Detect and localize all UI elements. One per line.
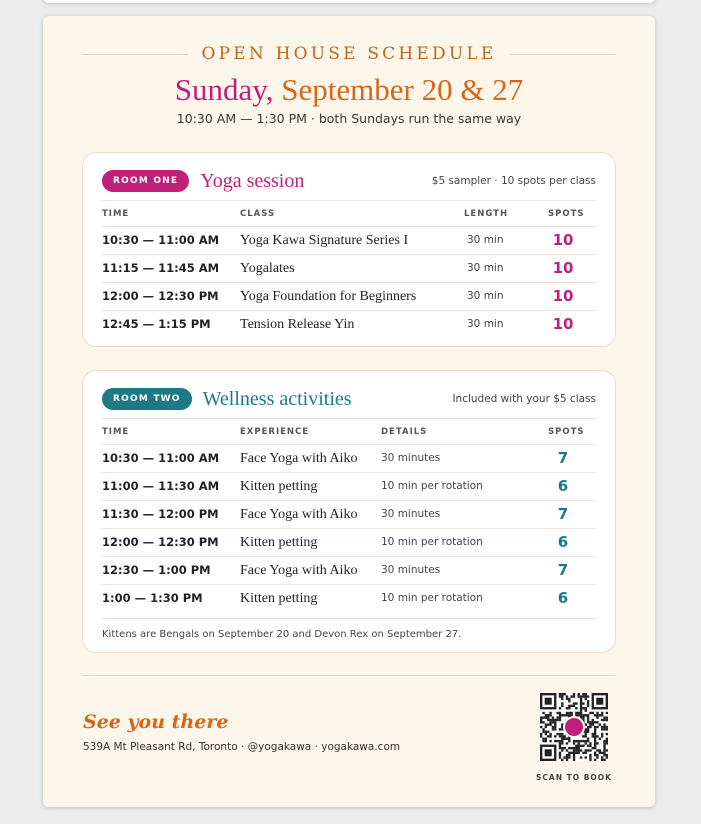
row-class: Yogalates <box>240 261 295 276</box>
see-you-there: See you there <box>83 711 229 733</box>
row-details: 10 min per rotation <box>381 480 483 492</box>
table-row <box>102 445 596 473</box>
row-experience: Face Yoga with Aiko <box>240 451 358 466</box>
row-details: 30 minutes <box>381 452 441 464</box>
eyebrow-rule-right <box>510 54 616 55</box>
row-spots: 10 <box>552 287 574 305</box>
row-experience: Face Yoga with Aiko <box>240 507 358 522</box>
row-spots: 6 <box>557 477 569 495</box>
row-spots: 6 <box>557 533 569 551</box>
row-spots: 7 <box>557 561 569 579</box>
row-class: Yoga Foundation for Beginners <box>240 289 417 304</box>
table-row <box>102 311 596 339</box>
row-spots: 10 <box>552 259 574 277</box>
footer-divider <box>82 675 616 676</box>
headline <box>43 70 655 110</box>
row-experience: Face Yoga with Aiko <box>240 563 358 578</box>
column-header-time: TIME <box>102 209 130 219</box>
headline-day: Sunday, <box>174 72 274 107</box>
table-row <box>102 585 596 613</box>
table-header <box>102 418 596 445</box>
eyebrow-row <box>82 44 616 64</box>
column-header-class: CLASS <box>240 209 276 219</box>
column-header-time: TIME <box>102 427 130 437</box>
room-one-header <box>102 167 596 195</box>
previous-page-edge <box>43 0 655 3</box>
row-class: Yoga Kawa Signature Series I <box>240 233 409 248</box>
row-time: 10:30 — 11:00 AM <box>102 233 220 247</box>
table-row <box>102 501 596 529</box>
row-length: 30 min <box>467 234 504 246</box>
row-length: 30 min <box>467 290 504 302</box>
column-header-length: LENGTH <box>464 209 509 219</box>
row-time: 10:30 — 11:00 AM <box>102 451 220 465</box>
qr-code-icon[interactable] <box>540 693 608 761</box>
room-one-badge: ROOM ONE <box>102 170 189 192</box>
column-header-details: DETAILS <box>381 427 428 437</box>
row-time: 12:30 — 1:00 PM <box>102 563 211 577</box>
row-time: 11:00 — 11:30 AM <box>102 479 220 493</box>
eyebrow-title: OPEN HOUSE SCHEDULE <box>201 44 497 64</box>
time-subline: 10:30 AM — 1:30 PM · both Sundays run the same way <box>176 111 522 126</box>
table-header <box>102 200 596 227</box>
table-row <box>102 283 596 311</box>
qr-code-graphic <box>540 693 608 761</box>
room-two-note: Included with your $5 class <box>452 393 596 405</box>
row-time: 12:00 — 12:30 PM <box>102 535 219 549</box>
table-row <box>102 529 596 557</box>
contact-address: 539A Mt Pleasant Rd, Toronto · @yogakawa · yogakawa.com <box>83 741 401 753</box>
row-spots: 10 <box>552 231 574 249</box>
row-details: 10 min per rotation <box>381 592 483 604</box>
room-two-badge: ROOM TWO <box>102 388 192 410</box>
room-two-header <box>102 385 596 413</box>
column-header-spots: SPOTS <box>548 427 585 437</box>
row-class: Tension Release Yin <box>240 317 355 332</box>
row-time: 11:30 — 12:00 PM <box>102 507 219 521</box>
row-spots: 10 <box>552 315 574 333</box>
row-time: 1:00 — 1:30 PM <box>102 591 203 605</box>
room-two-card <box>82 370 616 653</box>
yoga-schedule-table <box>102 200 596 339</box>
row-length: 30 min <box>467 318 504 330</box>
table-row <box>102 227 596 255</box>
headline-dates: September 20 & 27 <box>281 72 524 107</box>
row-experience: Kitten petting <box>240 591 318 606</box>
row-experience: Kitten petting <box>240 479 318 494</box>
row-details: 30 minutes <box>381 564 441 576</box>
room-one-title: Yoga session <box>200 169 305 192</box>
table-row <box>102 473 596 501</box>
eyebrow-rule-left <box>82 54 188 55</box>
row-time: 12:45 — 1:15 PM <box>102 317 211 331</box>
row-time: 11:15 — 11:45 AM <box>102 261 220 275</box>
qr-label: SCAN TO BOOK <box>536 773 612 782</box>
row-spots: 6 <box>557 589 569 607</box>
room-two-title: Wellness activities <box>202 387 352 410</box>
row-time: 12:00 — 12:30 PM <box>102 289 219 303</box>
column-header-spots: SPOTS <box>548 209 585 219</box>
room-one-note: $5 sampler · 10 spots per class <box>431 175 596 187</box>
row-details: 10 min per rotation <box>381 536 483 548</box>
row-spots: 7 <box>557 505 569 523</box>
row-length: 30 min <box>467 262 504 274</box>
table-row <box>102 255 596 283</box>
room-one-card <box>82 152 616 347</box>
schedule-page <box>43 16 655 807</box>
row-details: 30 minutes <box>381 508 441 520</box>
row-spots: 7 <box>557 449 569 467</box>
table-row <box>102 557 596 585</box>
row-experience: Kitten petting <box>240 535 318 550</box>
column-header-experience: EXPERIENCE <box>240 427 310 437</box>
kitten-footnote: Kittens are Bengals on September 20 and Devon Rex on September 27. <box>102 618 596 648</box>
qr-logo-icon <box>565 718 583 736</box>
wellness-schedule-table <box>102 418 596 613</box>
